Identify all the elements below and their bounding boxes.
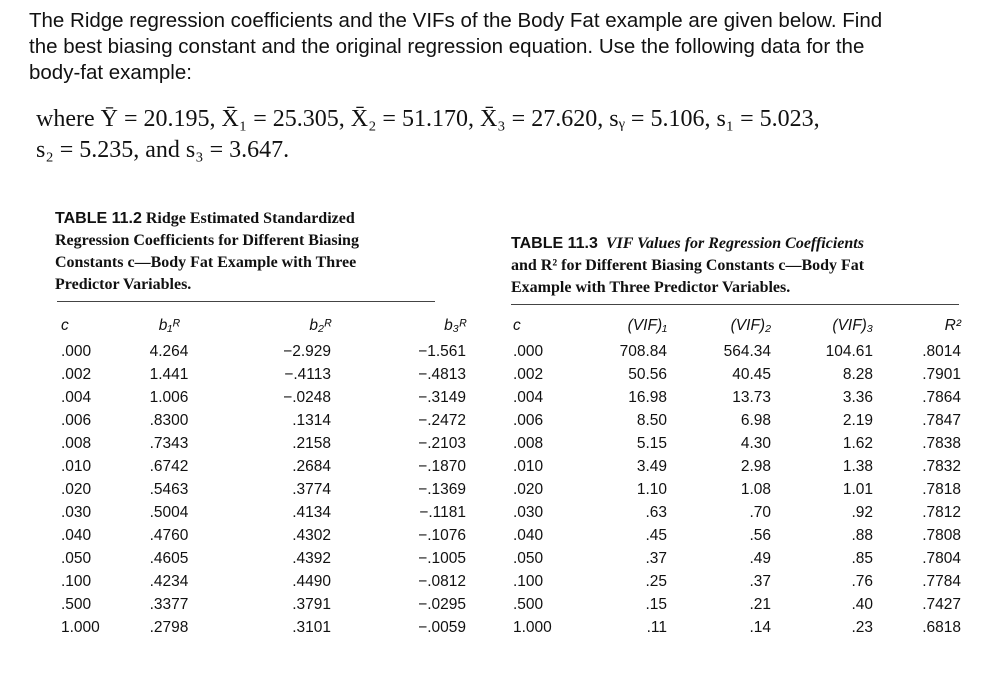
table-row (513, 524, 961, 547)
table-cell: 4.30 (740, 435, 771, 452)
table-cell: .7784 (922, 573, 961, 590)
column-header: c (61, 316, 69, 334)
table-cell: −.3149 (418, 389, 466, 406)
caption-line: Ridge Estimated Standardized (145, 210, 355, 227)
table-cell: 40.45 (732, 366, 771, 383)
table-cell: .050 (61, 550, 92, 567)
table-row (513, 616, 961, 639)
table-cell: 1.08 (740, 481, 771, 498)
table-cell: 2.98 (740, 458, 771, 475)
table-row (57, 363, 478, 386)
ridge-coefficients-table (57, 310, 478, 639)
table-cell: .040 (513, 527, 544, 544)
table-cell: .040 (61, 527, 92, 544)
given-values (36, 104, 820, 166)
table-row (57, 455, 478, 478)
given-line-2: s₂ = 5.235, and s₃ = 3.647. (36, 137, 290, 163)
table-cell: .002 (61, 366, 92, 383)
table-row (513, 593, 961, 616)
table-row (513, 570, 961, 593)
table-cell: 1.006 (149, 389, 189, 406)
table-cell: .010 (61, 458, 92, 475)
table-cell: −.0248 (283, 389, 331, 406)
table-cell: −2.929 (283, 343, 331, 360)
table-row (513, 501, 961, 524)
table-cell: 708.84 (619, 343, 667, 360)
table-row (57, 524, 478, 547)
table-11-2-rule (57, 301, 435, 302)
table-cell: 104.61 (825, 343, 873, 360)
table-cell: .92 (851, 504, 873, 521)
table-cell: .4605 (149, 550, 189, 567)
table-cell: .40 (851, 596, 873, 613)
table-cell: .500 (61, 596, 92, 613)
table-row (57, 340, 478, 363)
table-cell: 1.38 (842, 458, 873, 475)
table-cell: .21 (749, 596, 771, 613)
table-cell: .008 (61, 435, 92, 452)
table-cell: 8.28 (842, 366, 873, 383)
table-cell: −.4113 (284, 366, 331, 383)
table-cell: .76 (851, 573, 873, 590)
table-cell: .37 (645, 550, 667, 567)
table-cell: .006 (61, 412, 92, 429)
vif-values-table (513, 310, 961, 639)
table-cell: 8.50 (636, 412, 667, 429)
table-cell: 5.15 (636, 435, 667, 452)
table-cell: .4760 (149, 527, 189, 544)
table-row (513, 409, 961, 432)
table-cell: .4392 (292, 550, 331, 567)
table-cell: −.1369 (418, 481, 466, 498)
table-cell: 16.98 (628, 389, 667, 406)
table-cell: .2158 (292, 435, 331, 452)
table-cell: 1.000 (61, 619, 100, 636)
table-cell: .70 (749, 504, 771, 521)
table-cell: .56 (749, 527, 771, 544)
caption-line: Example with Three Predictor Variables. (511, 279, 791, 296)
table-cell: .000 (513, 343, 544, 360)
table-cell: 1.01 (842, 481, 873, 498)
caption-line: VIF Values for Regression Coefficients (605, 235, 864, 252)
table-cell: .006 (513, 412, 544, 429)
table-row (513, 547, 961, 570)
table-cell: .100 (513, 573, 544, 590)
table-row (57, 570, 478, 593)
table-cell: .5004 (149, 504, 189, 521)
table-cell: .020 (513, 481, 544, 498)
table-cell: .8014 (922, 343, 961, 360)
table-cell: .6742 (149, 458, 189, 475)
table-cell: .4302 (292, 527, 331, 544)
table-cell: −1.561 (418, 343, 466, 360)
table-cell: 1.10 (636, 481, 667, 498)
table-cell: .020 (61, 481, 92, 498)
table-cell: 4.264 (149, 343, 189, 360)
table-cell: 6.98 (740, 412, 771, 429)
table-cell: .49 (749, 550, 771, 567)
table-11-2-label: TABLE 11.2 (55, 210, 142, 227)
table-cell: 564.34 (723, 343, 771, 360)
column-header: b₁ᴿ (158, 316, 180, 334)
table-cell: .2798 (149, 619, 189, 636)
caption-line: and R² for Different Biasing Constants c—Body Fat (511, 257, 865, 274)
table-row (57, 547, 478, 570)
table-cell: .2684 (292, 458, 331, 475)
table-row (57, 501, 478, 524)
table-cell: .002 (513, 366, 544, 383)
caption-line: Predictor Variables. (55, 276, 192, 293)
table-cell: .15 (645, 596, 667, 613)
table-row (513, 432, 961, 455)
table-cell: .1314 (292, 412, 331, 429)
table-cell: −.2472 (418, 412, 466, 429)
table-cell: .008 (513, 435, 544, 452)
table-cell: −.1005 (418, 550, 466, 567)
question-line: body-fat example: (29, 61, 192, 84)
table-11-2-caption (55, 208, 359, 296)
table-cell: .004 (513, 389, 544, 406)
table-row (57, 593, 478, 616)
table-cell: 50.56 (628, 366, 667, 383)
table-row (57, 386, 478, 409)
table-cell: .7864 (922, 389, 961, 406)
table-cell: .004 (61, 389, 92, 406)
table-cell: −.0295 (418, 596, 466, 613)
column-header: c (513, 316, 521, 334)
column-header: (VIF)₃ (832, 316, 873, 334)
table-cell: .45 (645, 527, 667, 544)
table-cell: .4134 (292, 504, 331, 521)
table-cell: .8300 (149, 412, 189, 429)
question-line: the best biasing constant and the original regression equation. Use the following data for the (29, 35, 865, 58)
table-row (513, 386, 961, 409)
table-cell: .3791 (292, 596, 331, 613)
table-cell: .7804 (922, 550, 961, 567)
table-cell: 1.441 (149, 366, 189, 383)
table-cell: .7832 (922, 458, 961, 475)
table-cell: .23 (851, 619, 873, 636)
table-cell: .37 (749, 573, 771, 590)
table-cell: .88 (851, 527, 873, 544)
table-cell: .000 (61, 343, 92, 360)
table-cell: .100 (61, 573, 92, 590)
table-cell: .7343 (149, 435, 189, 452)
table-cell: −.0059 (418, 619, 466, 636)
table-row (57, 616, 478, 639)
table-cell: −.1870 (418, 458, 466, 475)
table-row (513, 340, 961, 363)
table-cell: .4490 (292, 573, 331, 590)
table-cell: −.1076 (418, 527, 466, 544)
table-cell: −.1181 (419, 504, 466, 521)
table-11-3-rule (511, 304, 959, 305)
table-cell: −.0812 (418, 573, 466, 590)
table-row (513, 455, 961, 478)
table-cell: .7838 (922, 435, 961, 452)
column-header: (VIF)₂ (730, 316, 771, 334)
table-cell: .7812 (922, 504, 961, 521)
table-cell: .63 (645, 504, 667, 521)
table-cell: .7847 (922, 412, 961, 429)
caption-line: Constants c—Body Fat Example with Three (55, 254, 357, 271)
table-row (513, 478, 961, 501)
table-cell: .85 (851, 550, 873, 567)
table-cell: .7901 (922, 366, 961, 383)
table-cell: −.2103 (418, 435, 466, 452)
column-header: R² (944, 316, 961, 334)
table-header-row (513, 310, 961, 340)
given-line-1: where Ȳ = 20.195, X̄₁ = 25.305, X̄₂ = 51.170, X̄₃ = 27.620, sᵧ = 5.106, s₁ = 5.023, (36, 106, 820, 132)
table-cell: .3101 (292, 619, 331, 636)
table-cell: .4234 (149, 573, 189, 590)
table-cell: .050 (513, 550, 544, 567)
table-cell: .010 (513, 458, 544, 475)
table-row (57, 478, 478, 501)
table-11-3-caption (511, 233, 864, 299)
table-row (513, 363, 961, 386)
table-row (57, 409, 478, 432)
table-row (57, 432, 478, 455)
column-header: b₃ᴿ (444, 316, 466, 334)
table-cell: 1.000 (513, 619, 552, 636)
table-cell: .500 (513, 596, 544, 613)
table-cell: .030 (61, 504, 92, 521)
column-header: b₂ᴿ (309, 316, 331, 334)
table-cell: .3774 (292, 481, 331, 498)
table-cell: .030 (513, 504, 544, 521)
table-cell: .7808 (922, 527, 961, 544)
table-cell: .11 (646, 619, 667, 636)
caption-line: Regression Coefficients for Different Biasing (55, 232, 359, 249)
table-cell: 1.62 (842, 435, 873, 452)
table-cell: 3.49 (636, 458, 667, 475)
table-header-row (57, 310, 478, 340)
table-cell: 3.36 (842, 389, 873, 406)
question-line: The Ridge regression coefficients and the VIFs of the Body Fat example are given below. Find (29, 9, 883, 32)
table-cell: .5463 (149, 481, 189, 498)
table-cell: .6818 (922, 619, 961, 636)
table-cell: −.4813 (418, 366, 466, 383)
table-cell: 13.73 (732, 389, 771, 406)
table-cell: 2.19 (842, 412, 873, 429)
table-cell: .25 (645, 573, 667, 590)
table-cell: .7427 (922, 596, 961, 613)
table-cell: .14 (749, 619, 771, 636)
table-cell: .7818 (922, 481, 961, 498)
table-cell: .3377 (149, 596, 189, 613)
question-text (29, 8, 989, 86)
column-header: (VIF)₁ (627, 316, 667, 334)
table-11-3-label: TABLE 11.3 (511, 235, 598, 252)
